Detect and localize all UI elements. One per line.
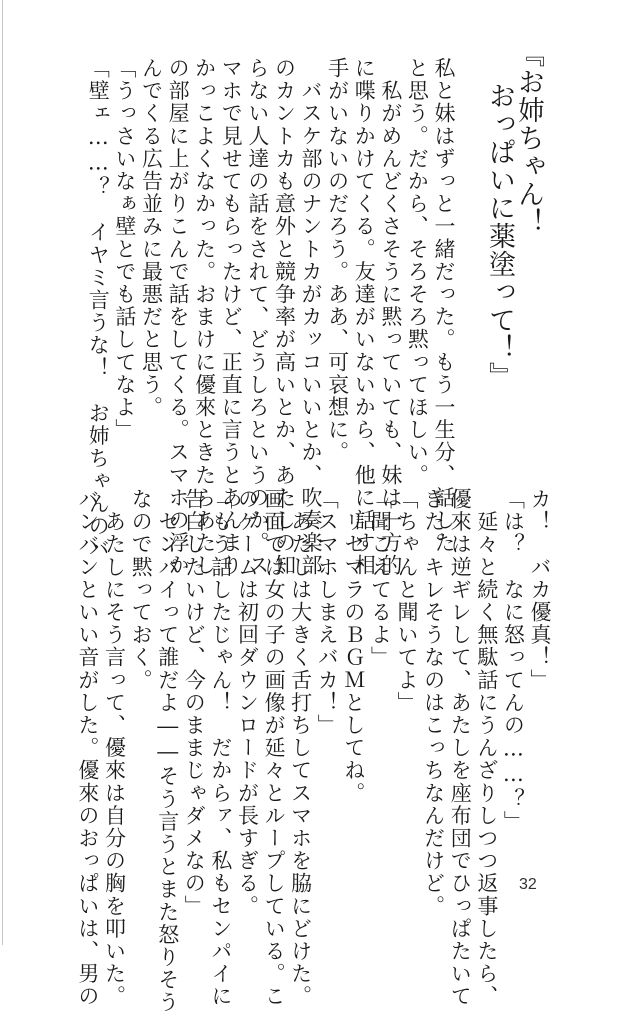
text-line: マホで見せてもらったけど、正直に言うとあんまり [219,57,244,577]
text-line: きた。キレそうなのはこっちなんだけど。 [421,488,446,918]
text-line: 「うっさいなぁ壁とでも話してなよ」 [112,57,137,442]
text-line: 延々と続く無駄話にうんざりしつつ返事したら、 [474,488,499,1008]
text-line: 「もう話したじゃん！ だからァ、私もセンパイに [208,488,233,1008]
text-line: なので黙っておく。 [129,488,154,692]
text-line: のゲームは初回ダウンロードが長すぎる。 [235,488,260,918]
text-line: の部屋に上がりこんで話をしてくる。スマホの浮か [166,57,191,577]
text-line: に喋りかけてくる。友達がいないから、他に話す相 [352,57,377,577]
chapter-title-line: おっぱいに薬塗って！』 [484,82,515,390]
text-line: センパイって誰だよ――そう言うとまた怒りそう [155,488,180,1014]
text-line: 手がいないのだろう。ああ、可哀想に。 [325,57,350,464]
text-line: バスケ部のナントカがカッコいいとか、吹奏楽部 [299,57,324,577]
text-line: んでくる広告並みに最悪だと思う。 [139,57,164,419]
text-line: 私がめんどくさそうに黙っていても、妹は一方的 [378,57,403,577]
text-line: 「聞こえてるよ」 [368,488,393,669]
text-line: 私と妹はずっと一緒だった。もう一生分、話した [432,57,456,555]
chapter-title-line: 『お姉ちゃん！ [513,40,544,236]
text-line: らない人達の話をされて、どうしろというのか。ス [245,57,270,577]
chapter-title [481,40,544,390]
page-number: 32 [519,876,537,893]
text-line: 告白したいけど、今のままじゃダメなの」 [182,488,207,918]
text-line: 優來は逆ギレして、あたしを座布団でひっぱたいて [448,488,473,1008]
text-line: かっこよくなかった。おまけに優來ときたらあたし [192,57,217,577]
text-line: バンバンといい音がした。優來のおっぱいは、男の [75,488,100,1008]
page-edge-line [2,0,3,945]
text-line: 「ちゃんと聞いてよ」 [395,488,420,714]
text-line: カ！ バカ優真！」 [528,488,552,692]
text-line: リセマラのＢＧＭとしてね。 [341,488,366,805]
text-line: あたしにそう言って、優來は自分の胸を叩いた。 [102,488,127,1008]
text-line: のカントカも意外と競争率が高いとか、あたしの知 [272,57,297,577]
text-line: と思う。だから、そろそろ黙ってほしい。 [405,57,430,487]
text-line: 「は？ なに怒ってんの……？」 [501,488,526,833]
text-line: 「壁ェ……？ イヤミ言うな！ お姉ちゃんのバ [86,57,111,561]
upper-text-block [85,57,457,577]
text-line: 「スマホしまえバカ！」 [315,488,340,737]
text-line: 画面では女の子の画像が延々とループしている。こ [262,488,287,1008]
text-line: あたしは大きく舌打ちしてスマホを脇にどけた。 [288,488,313,1008]
